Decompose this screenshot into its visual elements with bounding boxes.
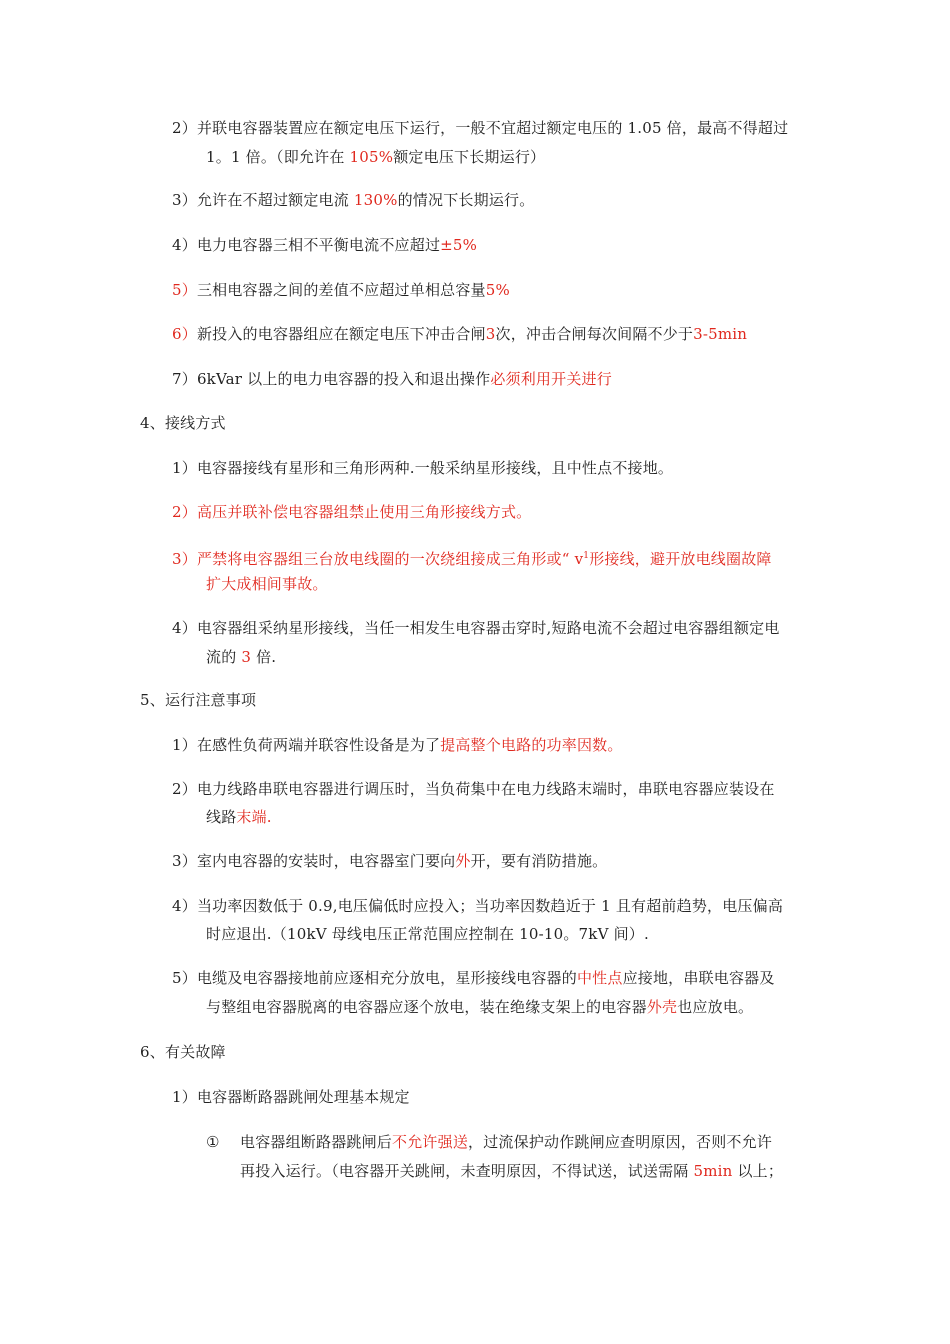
sec4-item-3-line-1 bbox=[172, 546, 772, 569]
sec6-circle-1-text-e: 以上； bbox=[732, 1162, 784, 1180]
sec6-circle-1-line-2 bbox=[240, 1161, 783, 1181]
sec4-item-3-text-b: 形接线，避开放电线圈故障 bbox=[589, 550, 772, 568]
rule-2-text-c: 额定电压下长期运行） bbox=[393, 148, 546, 166]
sec5-item-1-text: 1）在感性负荷两端并联容性设备是为了 bbox=[172, 736, 441, 754]
rule-4-highlight: ±5% bbox=[440, 236, 478, 254]
section-4-heading: 4、接线方式 bbox=[140, 414, 226, 432]
sec5-item-5-line-2 bbox=[206, 997, 753, 1017]
sec5-item-5-text-e: 也应放电。 bbox=[677, 998, 754, 1016]
sec6-circle-1-marker: ① bbox=[206, 1133, 220, 1151]
rule-2-line-2 bbox=[206, 147, 545, 167]
sec5-item-4-line-1: 4）当功率因数低于 0.9,电压偏低时应投入；当功率因数趋近于 1 且有超前趋势，电压偏高 bbox=[172, 897, 784, 915]
sec6-circle-1-text-c: ，过流保护动作跳闸应查明原因，否则不允许 bbox=[468, 1133, 773, 1151]
sec4-item-4-text-c: 倍. bbox=[251, 648, 277, 666]
rule-3-text-c: 的情况下长期运行。 bbox=[397, 191, 535, 209]
rule-5 bbox=[172, 280, 510, 300]
sec5-item-2-line-1: 2）电力线路串联电容器进行调压时，当负荷集中在电力线路末端时，串联电容器应装设在 bbox=[172, 780, 775, 798]
sec4-item-3-text: 3）严禁将电容器组三台放电线圈的一次绕组接成三角形或“ v bbox=[172, 550, 584, 568]
sec5-item-5-highlight: 中性点 bbox=[576, 969, 623, 987]
sec5-item-4-line-2: 时应退出.（10kV 母线电压正常范围应控制在 10-10。7kV 间）. bbox=[206, 925, 649, 943]
rule-4 bbox=[172, 235, 477, 255]
sec6-circle-1-text-d: 再投入运行。（电容器开关跳闸，未查明原因，不得试送，试送需隔 bbox=[240, 1162, 694, 1180]
sec5-item-5-line-1 bbox=[172, 968, 775, 988]
section-6-heading: 6、有关故障 bbox=[140, 1043, 226, 1061]
sec5-item-3-text-c: 开，要有消防措施。 bbox=[470, 852, 608, 870]
sec4-item-4-line-1: 4）电容器组采纳星形接线，当任一相发生电容器击穿时,短路电流不会超过电容器组额定电 bbox=[172, 619, 780, 637]
sec5-item-5-text-c: 应接地，串联电容器及 bbox=[622, 969, 775, 987]
rule-6-highlight-e: 3-5min bbox=[693, 325, 748, 343]
rule-2-text-b: 1。1 倍。（即允许在 bbox=[206, 148, 350, 166]
rule-5-num: 5） bbox=[172, 281, 197, 299]
sec5-item-2-line-2 bbox=[206, 807, 272, 827]
sec5-item-5-text: 5）电缆及电容器接地前应逐相充分放电，星形接线电容器的 bbox=[172, 969, 577, 987]
sec4-item-4-highlight: 3 bbox=[241, 648, 252, 666]
rule-3-highlight: 130% bbox=[353, 191, 398, 209]
sec4-item-4-line-2 bbox=[206, 647, 276, 667]
rule-5-highlight: 5% bbox=[485, 281, 510, 299]
sec6-circle-1-highlight: 不允许强送 bbox=[392, 1133, 469, 1151]
sec6-item-1: 1）电容器断路器跳闸处理基本规定 bbox=[172, 1088, 410, 1106]
sec4-item-1: 1）电容器接线有星形和三角形两种.一般采纳星形接线，且中性点不接地。 bbox=[172, 459, 674, 477]
rule-4-text: 4）电力电容器三相不平衡电流不应超过 bbox=[172, 236, 441, 254]
sec4-item-3-sup: 1 bbox=[583, 551, 590, 561]
sec6-circle-1-text: 电容器组断路器跳闸后 bbox=[240, 1133, 393, 1151]
sec5-item-2-text: 线路 bbox=[206, 808, 237, 826]
rule-7-text: 7）6kVar 以上的电力电容器的投入和退出操作 bbox=[172, 370, 491, 388]
sec5-item-5-highlight-b: 外壳 bbox=[646, 998, 678, 1016]
sec4-item-3-line-2: 扩大成相间事故。 bbox=[206, 575, 328, 593]
sec4-item-2: 2）高压并联补偿电容器组禁止使用三角形接线方式。 bbox=[172, 503, 532, 521]
sec6-circle-1-highlight-b: 5min bbox=[693, 1162, 733, 1180]
rule-6-text-d: 次，冲击合闸每次间隔不少于 bbox=[495, 325, 694, 343]
sec6-circle-1-line-1 bbox=[240, 1132, 772, 1152]
section-5-heading: 5、运行注意事项 bbox=[140, 691, 257, 709]
rule-2-line-1 bbox=[172, 118, 788, 138]
sec5-item-3-highlight: 外 bbox=[455, 852, 471, 870]
sec5-item-5-text-d: 与整组电容器脱离的电容器应逐个放电，装在绝缘支架上的电容器 bbox=[206, 998, 647, 1016]
rule-6-highlight: 3 bbox=[485, 325, 496, 343]
rule-2-highlight: 105% bbox=[349, 148, 394, 166]
rule-3 bbox=[172, 190, 534, 210]
sec4-item-4-text: 流的 bbox=[206, 648, 242, 666]
rule-7 bbox=[172, 369, 612, 389]
sec5-item-2-highlight: 末端. bbox=[236, 808, 272, 826]
rule-2-text: 2）并联电容器装置应在额定电压下运行，一般不宜超过额定电压的 1.05 倍，最高不得超过 bbox=[172, 119, 789, 137]
rule-7-highlight: 必须利用开关进行 bbox=[490, 370, 612, 388]
rule-6 bbox=[172, 324, 747, 344]
sec5-item-3 bbox=[172, 851, 607, 871]
sec5-item-3-text: 3）室内电容器的安装时，电容器室门要向 bbox=[172, 852, 456, 870]
rule-6-num: 6） bbox=[172, 325, 197, 343]
rule-3-text: 3）允许在不超过额定电流 bbox=[172, 191, 354, 209]
sec5-item-1 bbox=[172, 735, 623, 755]
rule-6-text: 新投入的电容器组应在额定电压下冲击合闸 bbox=[196, 325, 486, 343]
sec5-item-1-highlight: 提高整个电路的功率因数。 bbox=[440, 736, 623, 754]
rule-5-text: 三相电容器之间的差值不应超过单相总容量 bbox=[196, 281, 486, 299]
